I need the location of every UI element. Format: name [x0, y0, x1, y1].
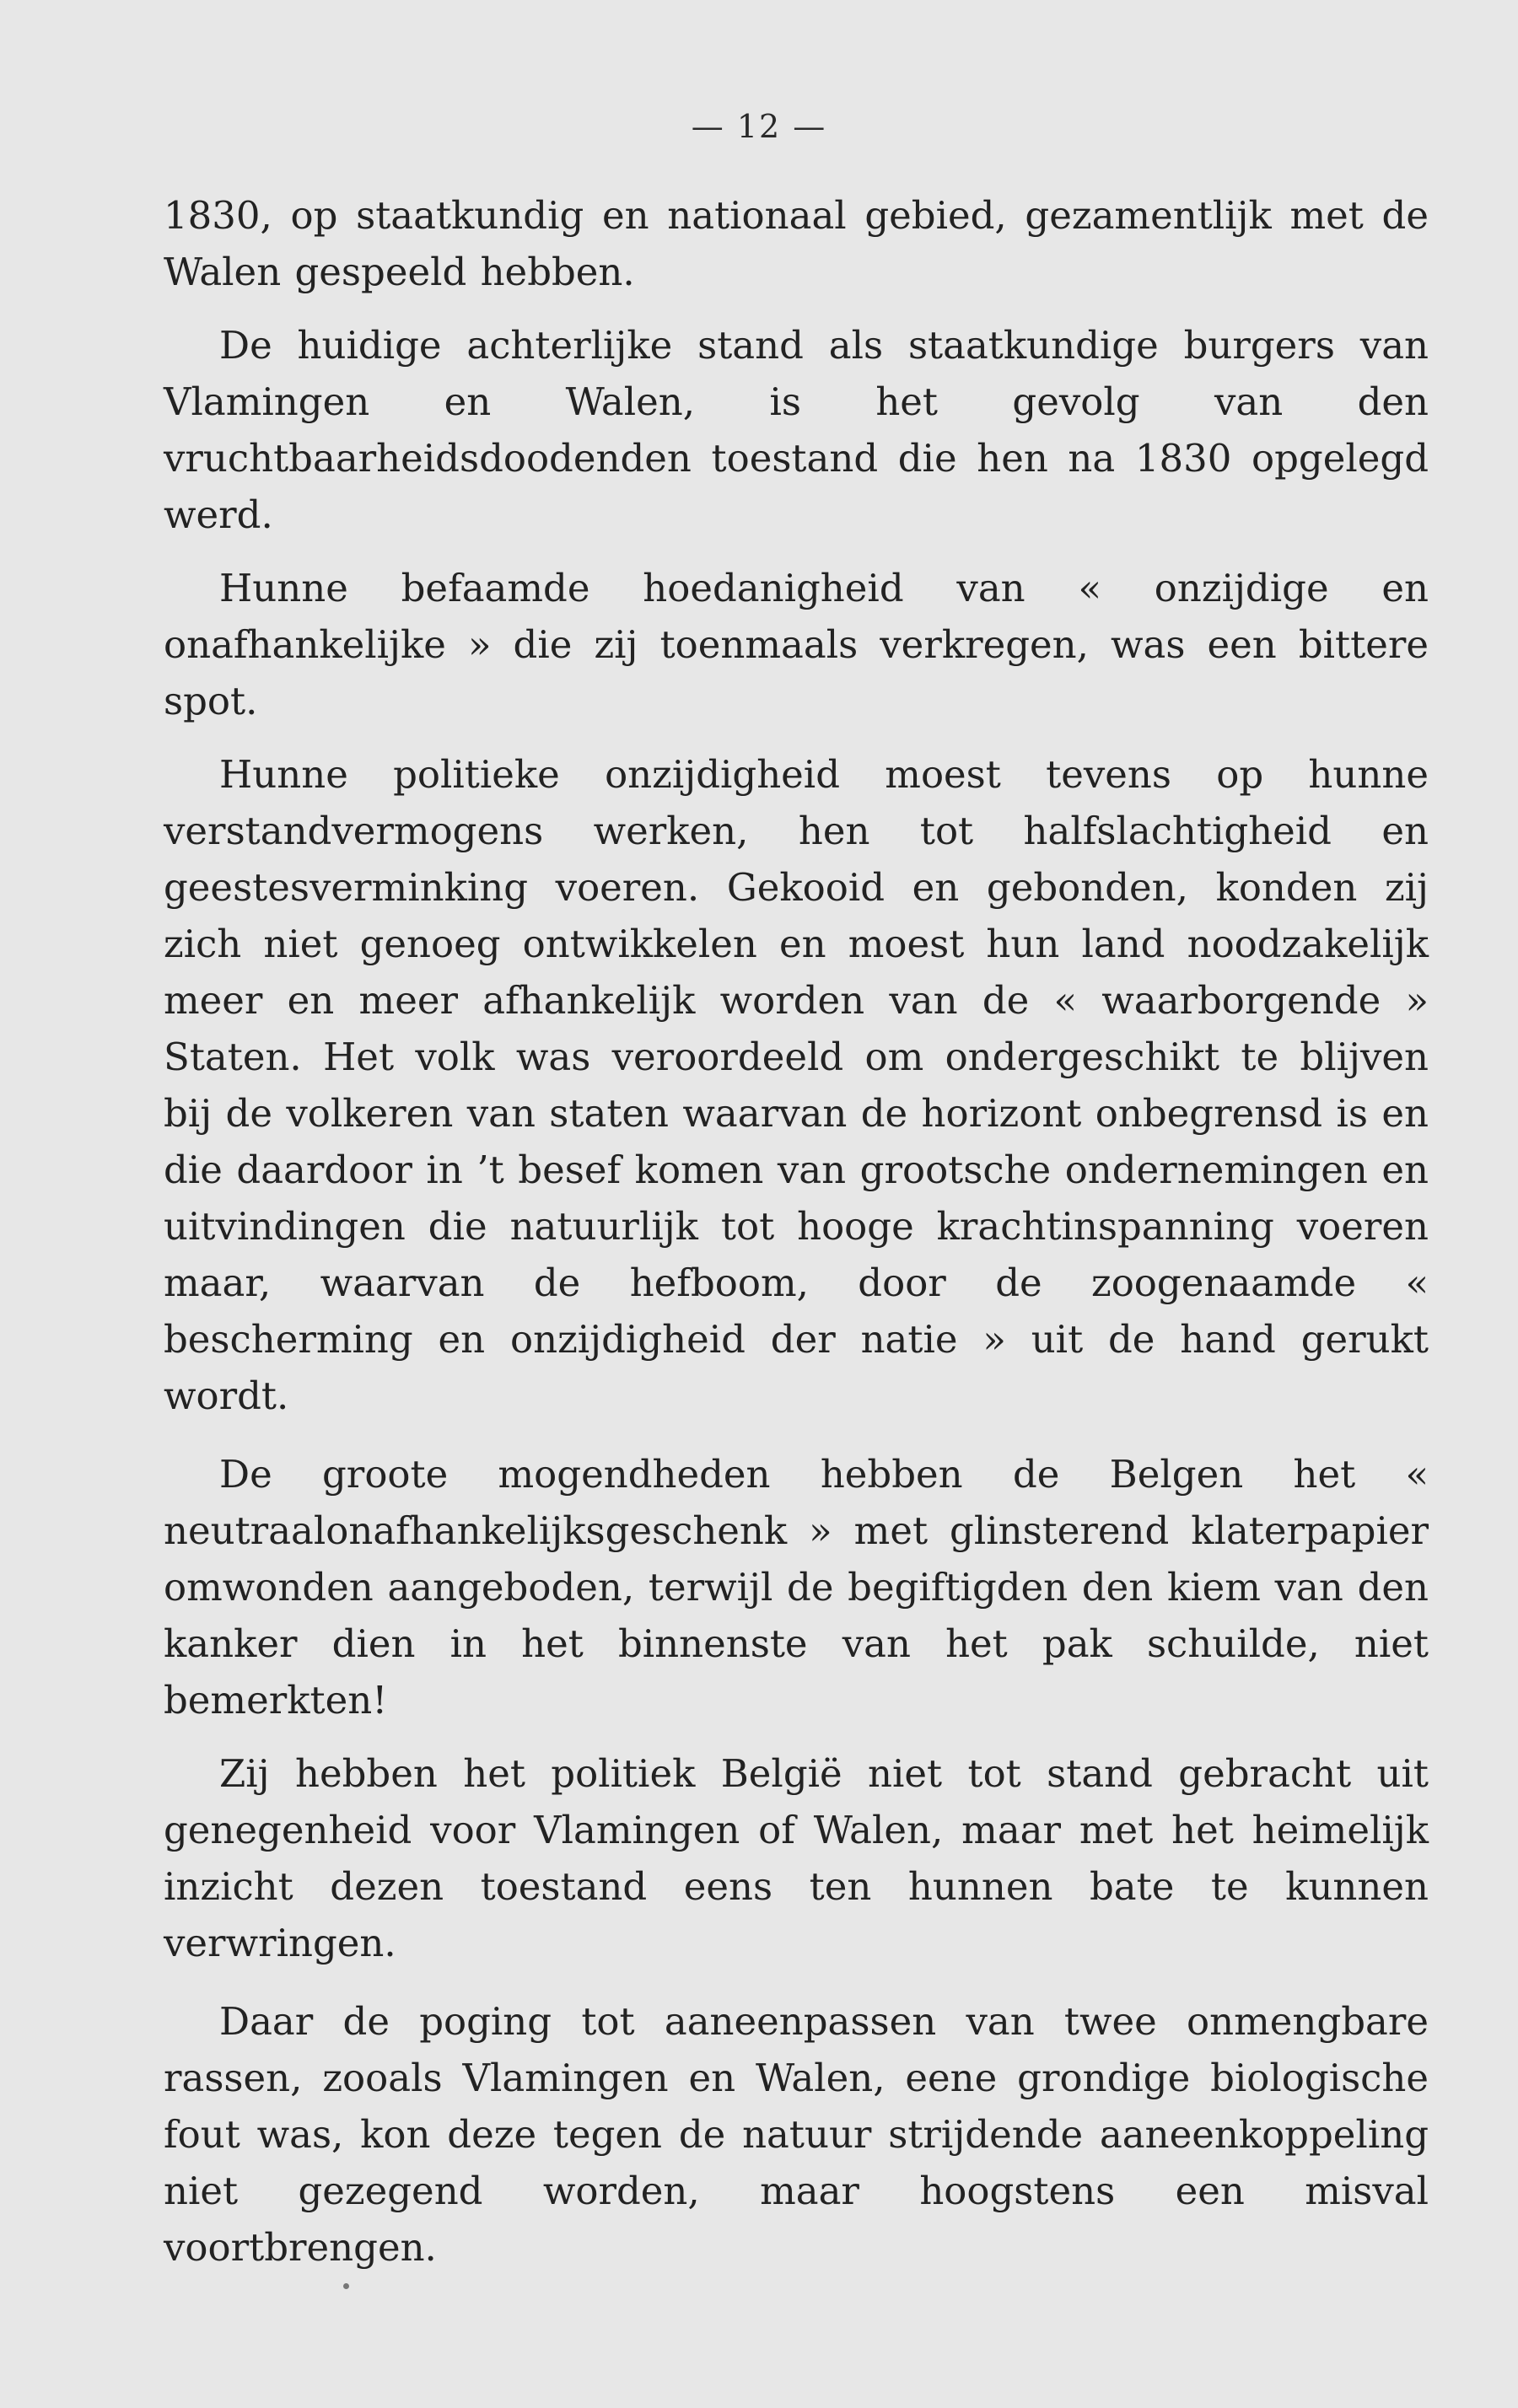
paragraph-1: 1830, op staatkundig en nationaal gebied, gezamentlijk met de Walen gespeeld hebben.: [164, 193, 1429, 294]
paragraph-2: De huidige achterlijke stand als staatkundige burgers van Vlamingen en Walen, is het gevolg van den vruchtbaarheidsdoodenden toestand die hen na 1830 opgelegd werd.: [164, 323, 1429, 537]
paragraph-7: Daar de poging tot aaneenpassen van twee onmengbare rassen, zooals Vlamingen en Walen, eene grondige biologische fout was, kon deze tegen de natuur strijdende aaneenkoppeling niet gezegend worden, maar hoogstens een misval voortbrengen.: [164, 1999, 1429, 2270]
body-text: [164, 187, 1429, 2292]
paragraph-6: Zij hebben het politiek België niet tot stand gebracht uit genegenheid voor Vlamingen of Walen, maar met het heimelijk inzicht dezen toestand eens ten hunnen bate te kunnen verwringen.: [164, 1751, 1429, 1965]
paragraph-5: De groote mogendheden hebben de Belgen het « neutraalonafhankelijksgeschenk » met glinsterend klaterpapier omwonden aangeboden, terwijl de begiftigden den kiem van den kanker dien in het binnenste van het pak schuilde, niet bemerkten!: [164, 1452, 1429, 1723]
page-number: — 12 —: [691, 108, 827, 145]
paragraph-4: Hunne politieke onzijdigheid moest tevens op hunne verstandvermogens werken, hen tot halfslachtigheid en geestesverminking voeren. Gekooid en gebonden, konden zij zich niet genoeg ontwikkelen en moest hun land noodzakelijk meer en meer afhankelijk worden van de « waarborgende » Staten. Het volk was veroordeeld om ondergeschikt te blijven bij de volkeren van staten waarvan de horizont onbegrensd is en die daardoor in ’t besef komen van grootsche ondernemingen en uitvindingen die natuurlijk tot hooge krachtinspanning voeren maar, waarvan de hefboom, door de zoogenaamde « bescherming en onzijdigheid der natie » uit de hand gerukt wordt.: [164, 752, 1429, 1418]
paragraph-3: Hunne befaamde hoedanigheid van « onzijdige en onafhankelijke » die zij toenmaals verkregen, was een bittere spot.: [164, 566, 1429, 723]
ink-dot: [343, 2283, 349, 2289]
